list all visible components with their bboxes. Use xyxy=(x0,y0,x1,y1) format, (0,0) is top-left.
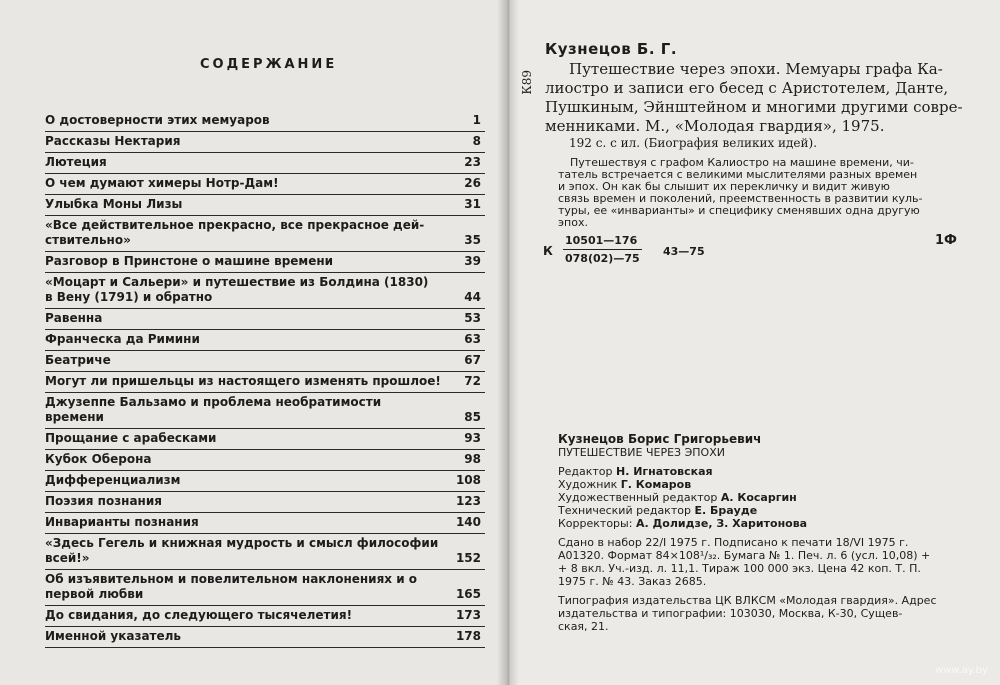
printer-line: Типография издательства ЦК ВЛКСМ «Молодая гвардия». Адрес xyxy=(558,594,937,607)
toc-entry-title: Прощание с арабесками xyxy=(45,431,217,445)
index-numerator: 10501—176 xyxy=(563,234,642,250)
toc-list xyxy=(45,111,485,648)
annotation-line: туры, ее «инварианты» и специфику сменявших одна другую xyxy=(558,204,920,217)
toc-entry-title: «Все действительное прекрасно, все прекрасное дей- ствительно» xyxy=(45,218,425,247)
annotation-line: эпох. xyxy=(558,216,588,229)
toc-entry-page: 1 xyxy=(472,113,481,127)
toc-entry-title: До свидания, до следующего тысячелетия! xyxy=(45,608,353,622)
watermark: www.ay.by xyxy=(935,665,988,676)
toc-entry xyxy=(45,252,485,273)
toc-entry xyxy=(45,111,485,132)
annotation-line: татель встречается с великими мыслителями разных времен xyxy=(558,168,918,181)
credit-role: Художественный редактор xyxy=(558,491,718,504)
toc-entry xyxy=(45,216,485,252)
toc-entry-page: 93 xyxy=(464,431,481,445)
colophon-credits xyxy=(558,465,978,530)
toc-entry-title: Беатриче xyxy=(45,353,111,367)
credit-name: Г. Комаров xyxy=(620,478,692,491)
toc-heading: СОДЕРЖАНИЕ xyxy=(200,57,338,72)
credit-name: Е. Брауде xyxy=(694,504,758,517)
toc-entry-title: «Здесь Гегель и книжная мудрость и смысл философии всей!» xyxy=(45,536,439,565)
credit-role: Художник xyxy=(558,478,618,491)
card-author: Кузнецов Б. Г. xyxy=(545,40,678,58)
credit-line xyxy=(558,491,978,504)
credit-line xyxy=(558,465,978,478)
index-tail: 43—75 xyxy=(663,245,705,258)
toc-entry-title: Об изъявительном и повелительном наклонениях и о первой любви xyxy=(45,572,418,601)
credit-line xyxy=(558,504,978,517)
description-line: лиостро и записи его бесед с Аристотелем, Данте, xyxy=(545,79,949,97)
toc-entry xyxy=(45,570,485,606)
toc-entry xyxy=(45,606,485,627)
toc-entry-page: 140 xyxy=(455,515,481,529)
toc-entry xyxy=(45,330,485,351)
toc-entry xyxy=(45,174,485,195)
toc-entry xyxy=(45,450,485,471)
toc-entry-title: Джузеппе Бальзамо и проблема необратимости времени xyxy=(45,395,382,424)
toc-entry-page: 152 xyxy=(455,551,481,565)
toc-entry-title: О чем думают химеры Нотр-Дам! xyxy=(45,176,279,190)
index-fraction xyxy=(563,234,642,265)
toc-entry-title: Разговор в Принстоне о машине времени xyxy=(45,254,334,268)
toc-entry-page: 53 xyxy=(464,311,481,325)
toc-entry-page: 98 xyxy=(464,452,481,466)
toc-entry-title: Инварианты познания xyxy=(45,515,199,529)
classification-code: К89 xyxy=(520,70,534,95)
description-line: Путешествие через эпохи. Мемуары графа Ка- xyxy=(569,60,943,78)
credit-name: А. Косаргин xyxy=(720,491,797,504)
card-annotation xyxy=(558,157,978,229)
toc-entry-title: Именной указатель xyxy=(45,629,182,643)
toc-entry-title: Могут ли пришельцы из настоящего изменять прошлое! xyxy=(45,374,441,388)
toc-entry-page: 178 xyxy=(455,629,481,643)
colophon-title: ПУТЕШЕСТВИЕ ЧЕРЕЗ ЭПОХИ xyxy=(558,446,725,459)
toc-entry-page: 44 xyxy=(464,290,481,304)
print-line: + 8 вкл. Уч.-изд. л. 11,1. Тираж 100 000 экз. Цена 42 коп. Т. П. xyxy=(558,562,921,575)
credit-role: Технический редактор xyxy=(558,504,691,517)
annotation-line: связь времен и поколений, преемственность в развитии куль- xyxy=(558,192,923,205)
credit-name: Н. Игнатовская xyxy=(616,465,713,478)
toc-entry xyxy=(45,351,485,372)
printer-line: издательства и типографии: 103030, Москва, К-30, Сущев- xyxy=(558,607,903,620)
toc-entry-page: 123 xyxy=(455,494,481,508)
credit-name: А. Долидзе, З. Харитонова xyxy=(635,517,808,530)
toc-entry-title: Лютеция xyxy=(45,155,107,169)
toc-entry xyxy=(45,372,485,393)
toc-entry xyxy=(45,393,485,429)
credit-line xyxy=(558,517,978,530)
toc-entry-title: Рассказы Нектария xyxy=(45,134,181,148)
toc-entry-page: 165 xyxy=(455,587,481,601)
toc-entry xyxy=(45,429,485,450)
index-letter: К xyxy=(543,244,553,258)
toc-entry-title: «Моцарт и Сальери» и путешествие из Болдина (1830) в Вену (1791) и обратно xyxy=(45,275,429,304)
index-denominator: 078(02)—75 xyxy=(565,252,640,265)
toc-entry xyxy=(45,309,485,330)
description-line: Пушкиным, Эйнштейном и многими другими совре- xyxy=(545,98,963,116)
toc-entry-title: Франческа да Римини xyxy=(45,332,200,346)
index-right: 1Ф xyxy=(935,233,957,248)
toc-entry-page: 26 xyxy=(464,176,481,190)
description-line: менниками. М., «Молодая гвардия», 1975. xyxy=(545,117,885,135)
toc-entry-page: 31 xyxy=(464,197,481,211)
card-description xyxy=(545,60,965,136)
toc-entry-title: Кубок Оберона xyxy=(45,452,152,466)
toc-entry-page: 72 xyxy=(464,374,481,388)
toc-entry-page: 173 xyxy=(455,608,481,622)
toc-entry xyxy=(45,195,485,216)
toc-entry-page: 39 xyxy=(464,254,481,268)
toc-entry-page: 67 xyxy=(464,353,481,367)
colophon-author: Кузнецов Борис Григорьевич xyxy=(558,432,762,446)
toc-entry-page: 108 xyxy=(455,473,481,487)
toc-entry-page: 35 xyxy=(464,233,481,247)
colophon xyxy=(558,433,978,633)
toc-entry xyxy=(45,471,485,492)
book-gutter xyxy=(497,0,519,685)
toc-entry-page: 23 xyxy=(464,155,481,169)
toc-entry xyxy=(45,273,485,309)
print-line: Сдано в набор 22/I 1975 г. Подписано к печати 18/VI 1975 г. xyxy=(558,536,909,549)
toc-entry xyxy=(45,534,485,570)
toc-entry-title: Дифференциализм xyxy=(45,473,181,487)
toc-entry-page: 63 xyxy=(464,332,481,346)
toc-entry-title: Улыбка Моны Лизы xyxy=(45,197,183,211)
toc-entry xyxy=(45,513,485,534)
printer-line: ская, 21. xyxy=(558,620,609,633)
toc-entry xyxy=(45,492,485,513)
print-line: 1975 г. № 43. Заказ 2685. xyxy=(558,575,707,588)
toc-entry-page: 8 xyxy=(472,134,481,148)
annotation-line: Путешествуя с графом Калиостро на машине времени, чи- xyxy=(570,156,914,169)
credit-line xyxy=(558,478,978,491)
credit-role: Редактор xyxy=(558,465,613,478)
credit-role: Корректоры: xyxy=(558,517,633,530)
toc-entry-title: Равенна xyxy=(45,311,103,325)
toc-entry-title: О достоверности этих мемуаров xyxy=(45,113,270,127)
print-line: А01320. Формат 84×108¹/₃₂. Бумага № 1. Печ. л. 6 (усл. 10,08) + xyxy=(558,549,931,562)
card-pages: 192 с. с ил. (Биография великих идей). xyxy=(569,136,818,150)
toc-entry xyxy=(45,132,485,153)
annotation-line: и эпох. Он как бы слышит их перекличку и видит живую xyxy=(558,180,890,193)
toc-entry-page: 85 xyxy=(464,410,481,424)
toc-entry xyxy=(45,153,485,174)
toc-entry-title: Поэзия познания xyxy=(45,494,162,508)
toc-entry xyxy=(45,627,485,648)
